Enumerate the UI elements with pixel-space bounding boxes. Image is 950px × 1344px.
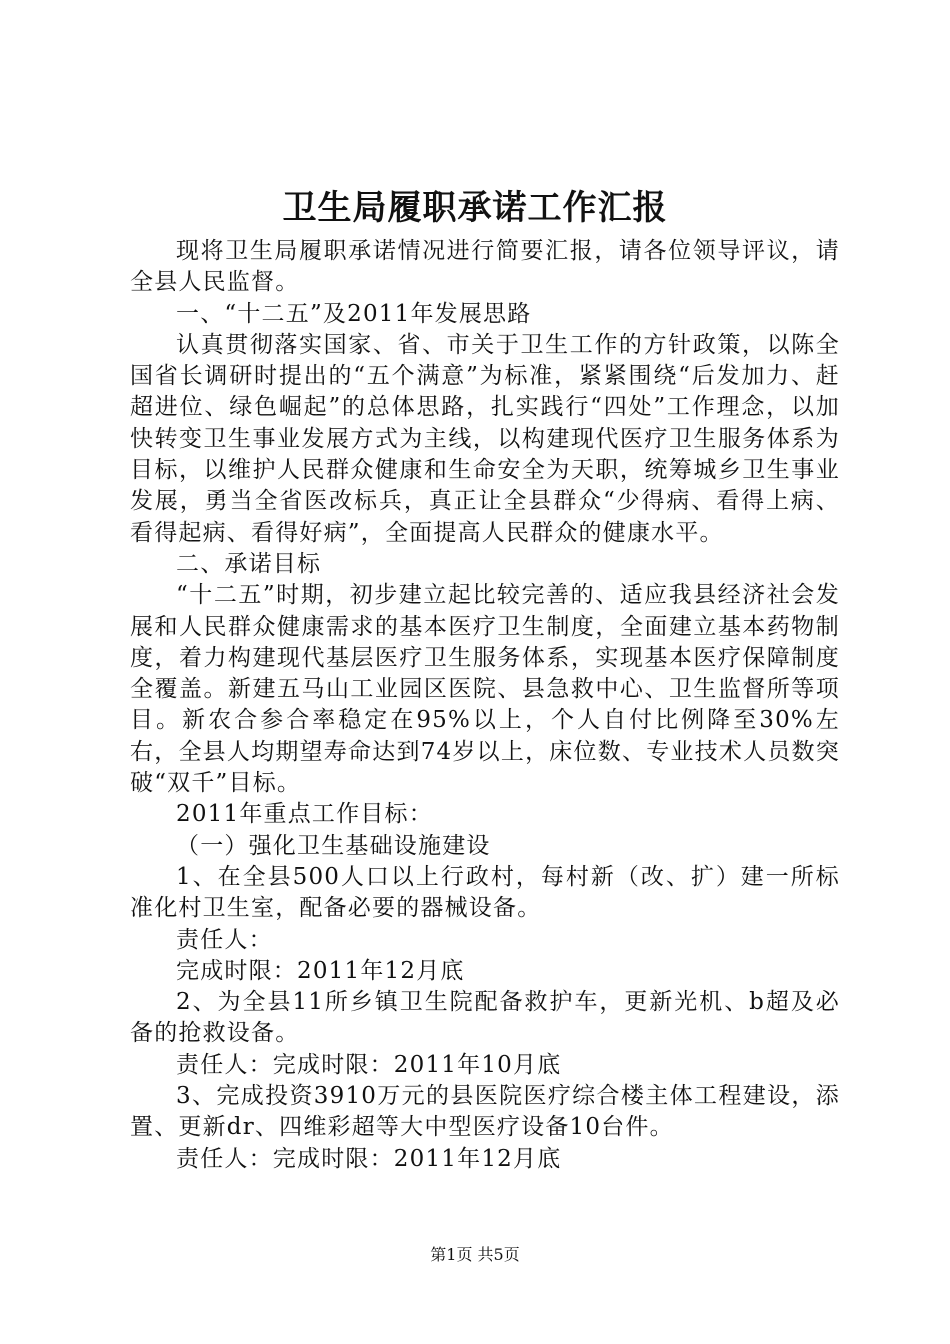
paragraph-development-ideas: 认真贯彻落实国家、省、市关于卫生工作的方针政策，以陈全国省长调研时提出的“五个满意”为标准，紧紧围绕“后发加力、赶超进位、绿色崛起”的总体思路，扎实践行“四处”工作理念，以加快转变卫生事业发展方式为主线，以构建现代医疗卫生服务体系为目标，以维护人民群众健康和生命安全为天职，统筹城乡卫生事业发展，勇当全省医改标兵，真正让全县群众“少得病、看得上病、看得起病、看得好病”，全面提高人民群众的健康水平。 [130, 331, 840, 546]
document-body [130, 236, 840, 1175]
paragraph-intro: 现将卫生局履职承诺情况进行简要汇报，请各位领导评议，请全县人民监督。 [130, 238, 840, 296]
task-item-1: 1、在全县500人口以上行政村，每村新（改、扩）建一所标准化村卫生室，配备必要的器械设备。 [130, 863, 840, 922]
task-item-2: 2、为全县11所乡镇卫生院配备救护车，更新光机、b超及必备的抢救设备。 [130, 989, 840, 1047]
task-item-2-owner-deadline: 责任人：完成时限：2011年10月底 [176, 1051, 562, 1078]
key-goals-heading: 2011年重点工作目标： [176, 801, 433, 828]
task-item-1-deadline: 完成时限：2011年12月底 [176, 957, 465, 984]
section-heading-2: 二、承诺目标 [176, 550, 322, 577]
section-heading-1: 一、“十二五”及2011年发展思路 [176, 300, 532, 327]
paragraph-commitment-goals: “十二五”时期，初步建立起比较完善的、适应我县经济社会发展和人民群众健康需求的基本医疗卫生制度，全面建立基本药物制度，着力构建现代基层医疗卫生服务体系，实现基本医疗保障制度全覆盖。新建五马山工业园区医院、县急救中心、卫生监督所等项目。新农合参合率稳定在95%以上，个人自付比例降至30%左右，全县人均期望寿命达到74岁以上，床位数、专业技术人员数突破“双千”目标。 [130, 582, 840, 797]
document-title: 卫生局履职承诺工作汇报 [282, 188, 668, 228]
task-item-3-owner-deadline: 责任人：完成时限：2011年12月底 [176, 1145, 562, 1172]
page-footer: 第1页 共5页 [430, 1245, 520, 1264]
task-item-1-owner: 责任人： [176, 926, 273, 953]
task-item-3: 3、完成投资3910万元的县医院医疗综合楼主体工程建设，添置、更新dr、四维彩超等大中型医疗设备10台件。 [130, 1083, 840, 1141]
subsection-heading-1: （一）强化卫生基础设施建设 [176, 832, 491, 859]
